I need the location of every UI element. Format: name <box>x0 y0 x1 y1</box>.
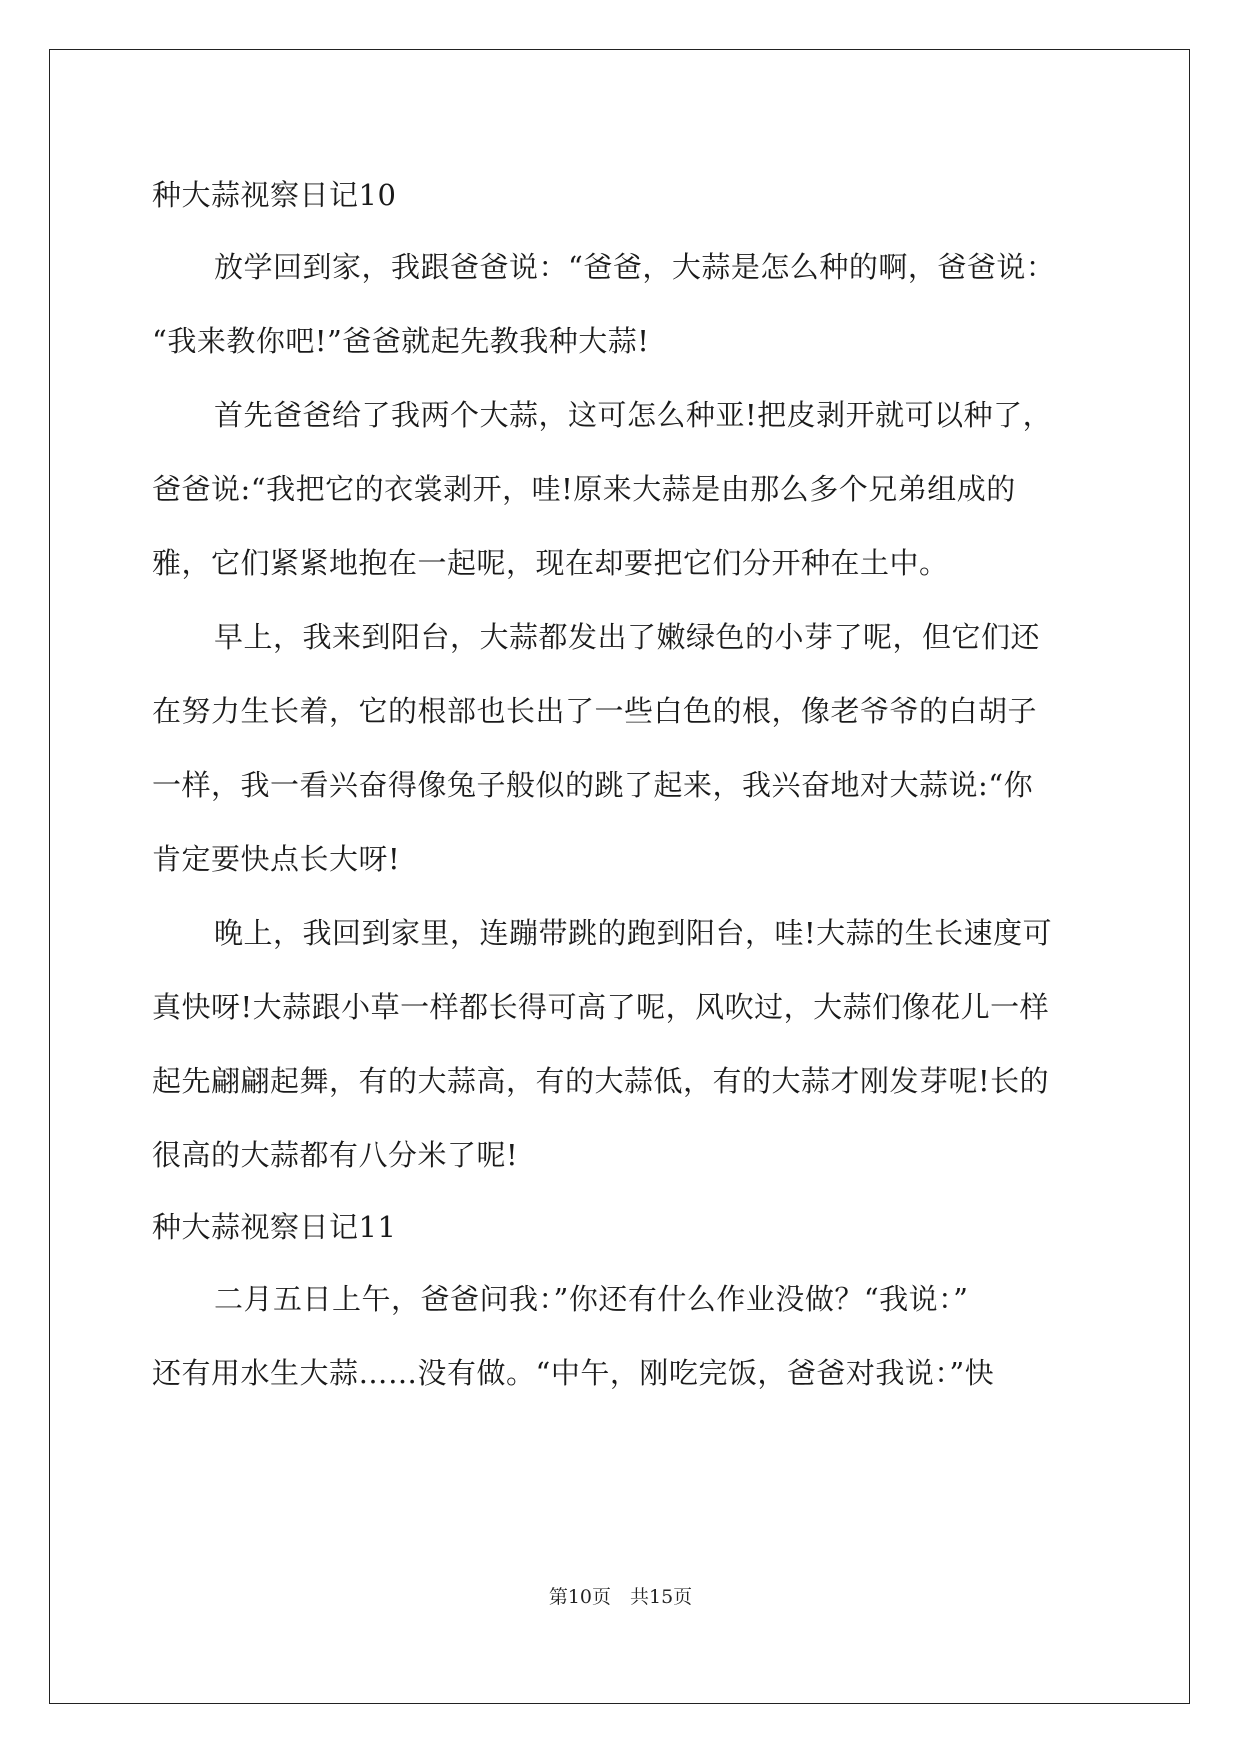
text-line: 起先翩翩起舞，有的大蒜高，有的大蒜低，有的大蒜才刚发芽呢!长的 <box>152 1064 1050 1098</box>
paragraph <box>152 378 1092 600</box>
text-line: 早上，我来到阳台，大蒜都发出了嫩绿色的小芽了呢，但它们还 <box>214 620 1041 654</box>
text-line: 还有用水生大蒜……没有做。“中午，刚吃完饭，爸爸对我说：”快 <box>152 1356 995 1390</box>
section-title: 种大蒜视察日记11 <box>152 1210 397 1244</box>
text-line: 放学回到家，我跟爸爸说：“爸爸，大蒜是怎么种的啊，爸爸说： <box>214 250 1056 284</box>
paragraph <box>152 896 1092 1192</box>
section-title: 种大蒜视察日记10 <box>152 178 397 212</box>
document-body <box>152 160 1092 1410</box>
text-line: 肯定要快点长大呀! <box>152 842 401 876</box>
paragraph <box>152 600 1092 896</box>
text-line: “我来教你吧!”爸爸就起先教我种大蒜! <box>152 324 650 358</box>
text-line: 雅，它们紧紧地抱在一起呢，现在却要把它们分开种在土中。 <box>152 546 949 580</box>
text-line: 首先爸爸给了我两个大蒜，这可怎么种亚!把皮剥开就可以种了， <box>214 398 1053 432</box>
page-number: 第10页 共15页 <box>548 1586 693 1608</box>
text-line: 晚上，我回到家里，连蹦带跳的跑到阳台，哇!大蒜的生长速度可 <box>214 916 1053 950</box>
text-line: 很高的大蒜都有八分米了呢! <box>152 1138 519 1172</box>
paragraph <box>152 1262 1092 1410</box>
text-line: 一样，我一看兴奋得像兔子般似的跳了起来，我兴奋地对大蒜说:“你 <box>152 768 1034 802</box>
text-line: 在努力生长着，它的根部也长出了一些白色的根，像老爷爷的白胡子 <box>152 694 1038 728</box>
text-line: 真快呀!大蒜跟小草一样都长得可高了呢，风吹过，大蒜们像花儿一样 <box>152 990 1050 1024</box>
text-line: 爸爸说:“我把它的衣裳剥开，哇!原来大蒜是由那么多个兄弟组成的 <box>152 472 1016 506</box>
paragraph <box>152 230 1092 378</box>
text-line: 二月五日上午，爸爸问我：”你还有什么作业没做？“我说：” <box>214 1282 969 1316</box>
